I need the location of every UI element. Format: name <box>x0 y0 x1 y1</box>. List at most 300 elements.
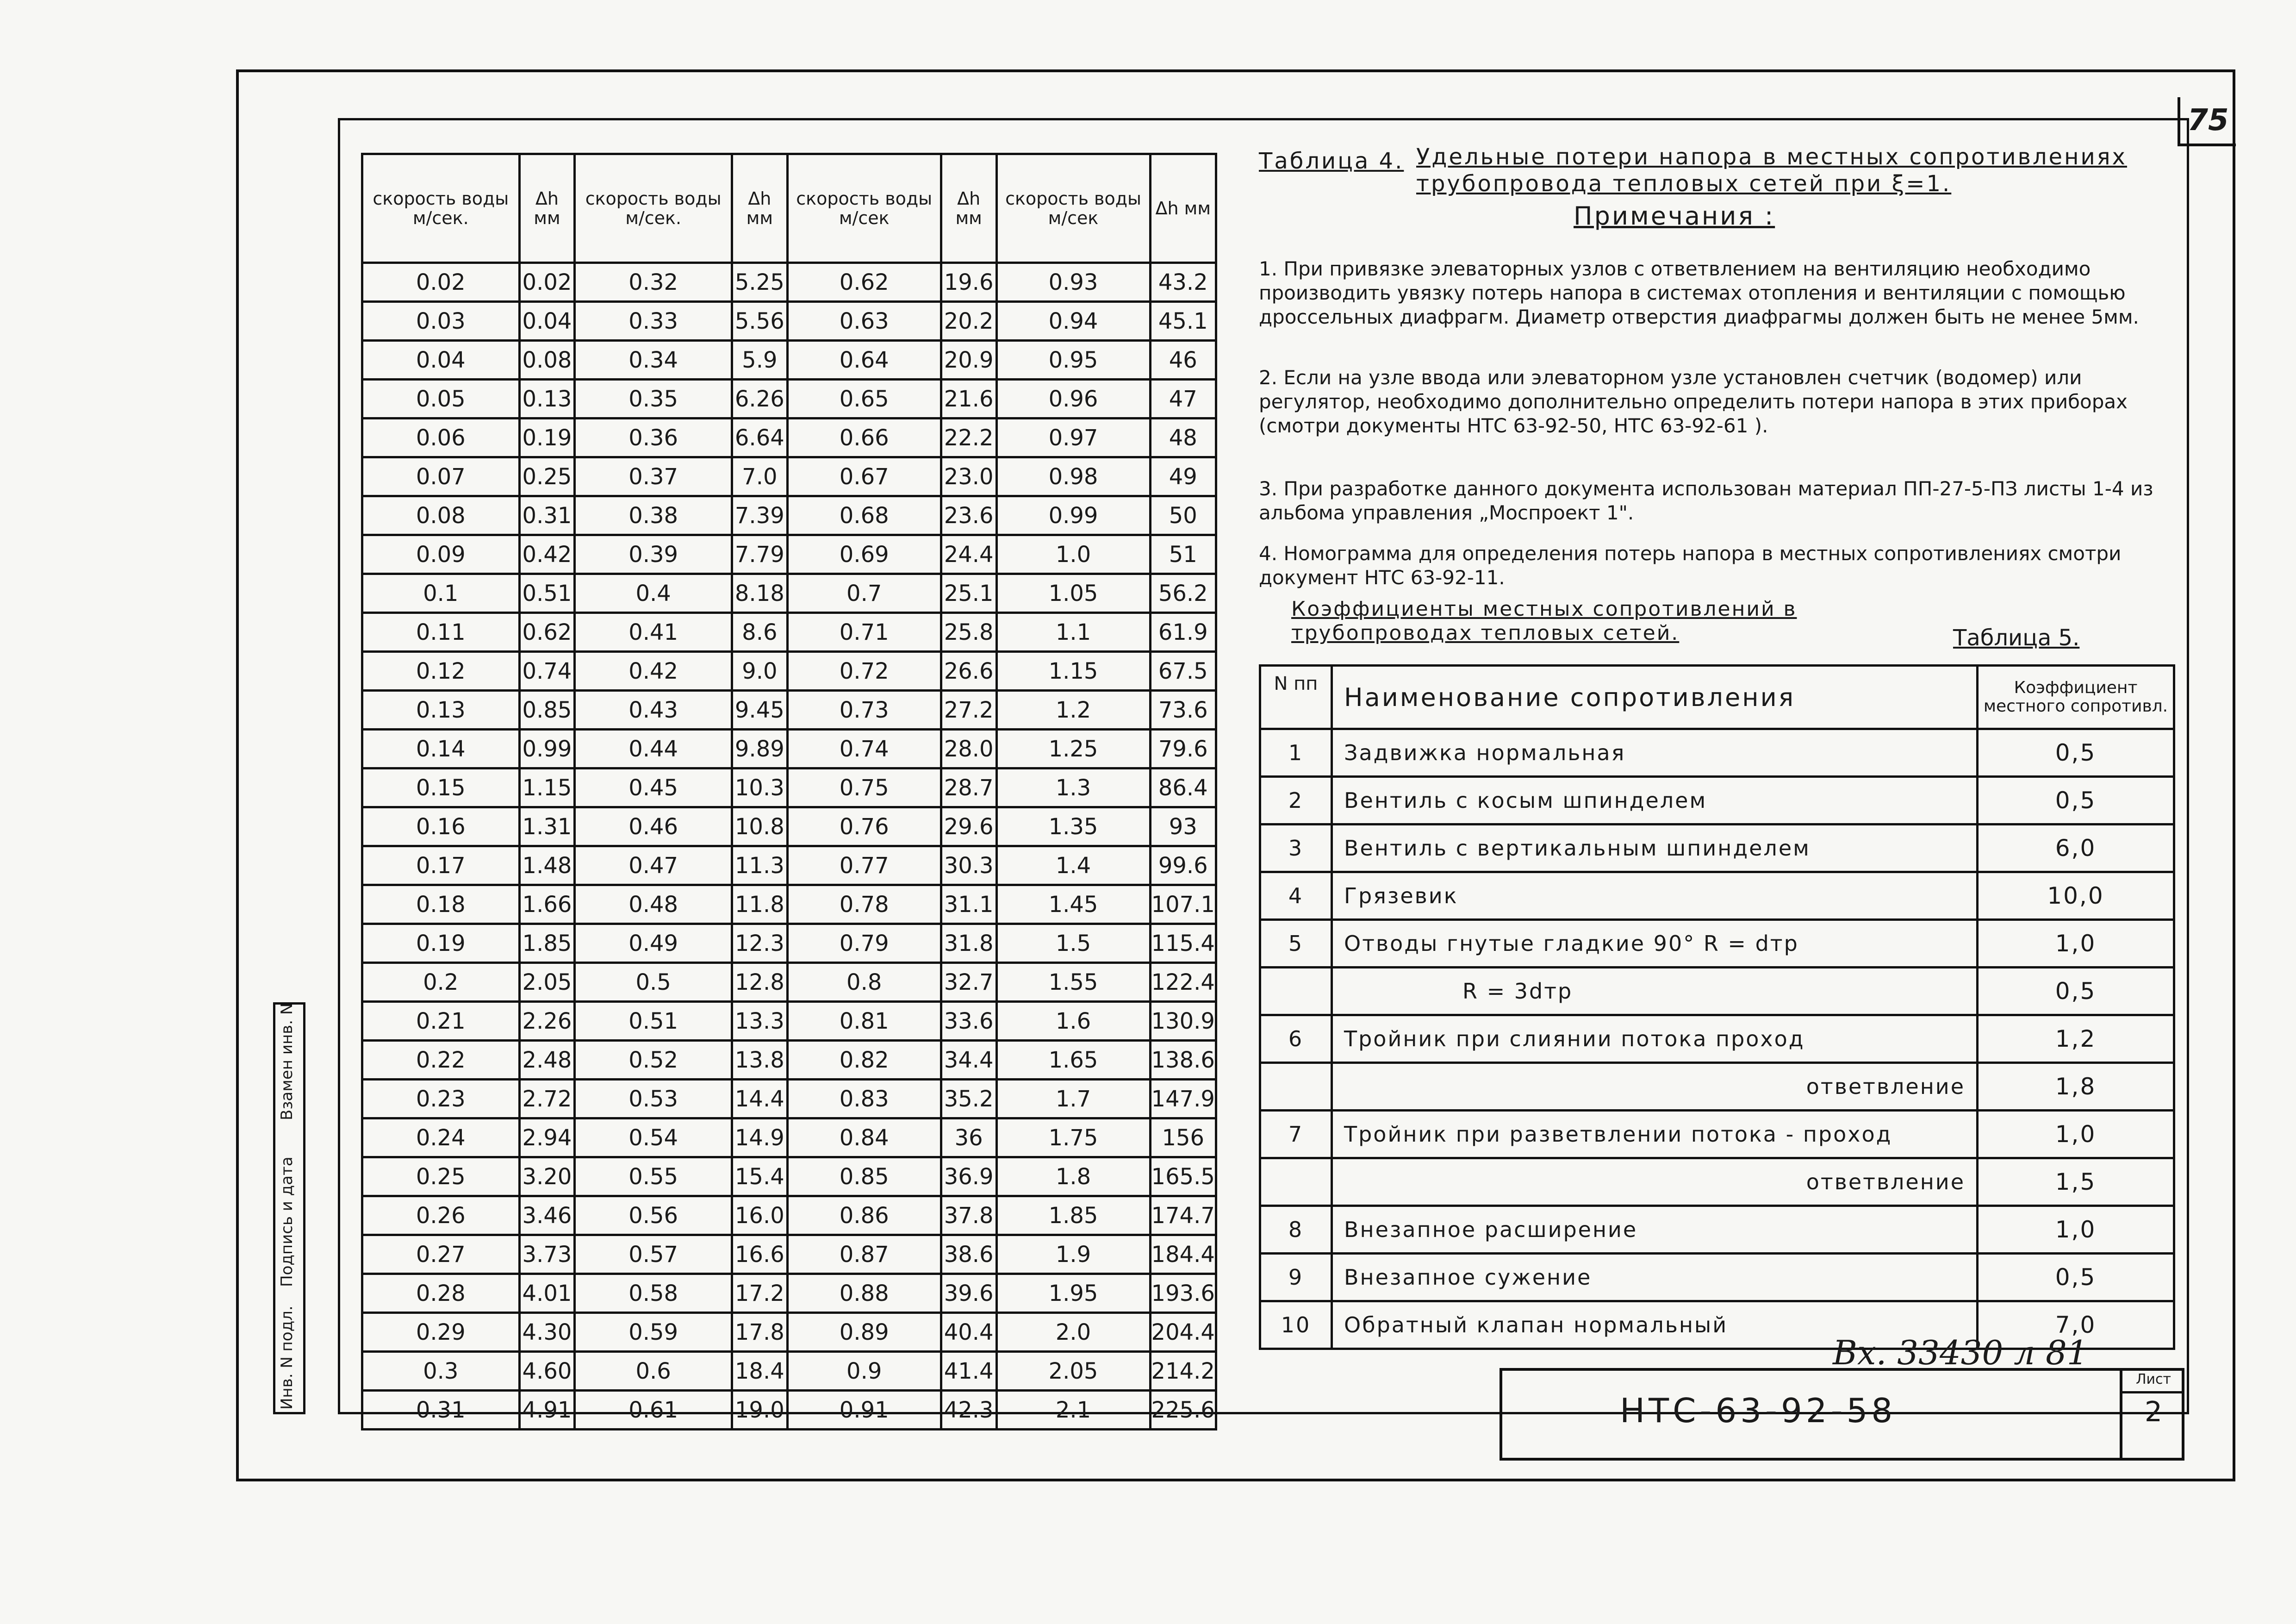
table4-cell: 43.2 <box>1150 263 1216 302</box>
table4-cell: 0.16 <box>362 807 520 846</box>
table4-cell: 0.47 <box>575 846 732 885</box>
table4-cell: 42.3 <box>941 1391 996 1430</box>
table4-cell: 0.56 <box>575 1196 732 1235</box>
table4-cell: 174.7 <box>1150 1196 1216 1235</box>
table4-cell: 17.2 <box>732 1274 787 1313</box>
table4-cell: 1.7 <box>996 1080 1150 1118</box>
table4-row <box>362 380 1216 418</box>
table4-cell: 0.19 <box>519 418 575 457</box>
table4-cell: 40.4 <box>941 1313 996 1352</box>
table4-cell: 0.42 <box>519 535 575 574</box>
table4-cell: 204.4 <box>1150 1313 1216 1352</box>
table4-cell: 7.79 <box>732 535 787 574</box>
table4-cell: 0.88 <box>787 1274 941 1313</box>
table4-cell: 0.34 <box>575 341 732 380</box>
table4-cell: 3.46 <box>519 1196 575 1235</box>
table4-cell: 29.6 <box>941 807 996 846</box>
sheet-label: Лист <box>2122 1368 2184 1393</box>
table4-cell: 0.58 <box>575 1274 732 1313</box>
table4-cell: 0.14 <box>362 730 520 768</box>
table4-cell: 0.31 <box>519 496 575 535</box>
table4-cell: 9.0 <box>732 652 787 691</box>
table5-name: Тройник при разветвлении потока - проход <box>1332 1111 1978 1158</box>
table4-row <box>362 1002 1216 1041</box>
table4-cell: 1.3 <box>996 768 1150 807</box>
table4-cell: 0.26 <box>362 1196 520 1235</box>
table4-cell: 0.38 <box>575 496 732 535</box>
table4-cell: 2.05 <box>996 1352 1150 1391</box>
table4-cell: 1.6 <box>996 1002 1150 1041</box>
table4-cell: 16.0 <box>732 1196 787 1235</box>
table4-cell: 0.72 <box>787 652 941 691</box>
table4-cell: 5.56 <box>732 302 787 341</box>
table4-cell: 0.74 <box>519 652 575 691</box>
table4-row <box>362 652 1216 691</box>
table4-cell: 0.48 <box>575 885 732 924</box>
table5-row <box>1260 1111 2174 1158</box>
table5-row <box>1260 968 2174 1015</box>
table5-name: Вентиль с вертикальным шпинделем <box>1332 824 1978 872</box>
table4-cell: 2.94 <box>519 1118 575 1157</box>
table4-cell: 33.6 <box>941 1002 996 1041</box>
table4-cell: 0.64 <box>787 341 941 380</box>
table4-cell: 0.36 <box>575 418 732 457</box>
table4-cell: 17.8 <box>732 1313 787 1352</box>
table4-cell: 0.81 <box>787 1002 941 1041</box>
table4-cell: 1.9 <box>996 1235 1150 1274</box>
note-4: 4. Номограмма для определения потерь напора в местных сопротивлениях смотри документ НТС 63-92-11. <box>1259 542 2122 589</box>
table4-cell: 2.1 <box>996 1391 1150 1430</box>
table5-name: Тройник при слиянии потока проход <box>1332 1015 1978 1063</box>
table5-row <box>1260 1206 2174 1254</box>
table4-cell: 0.43 <box>575 691 732 730</box>
table4-cell: 2.26 <box>519 1002 575 1041</box>
table4-cell: 0.02 <box>519 263 575 302</box>
table4-cell: 130.9 <box>1150 1002 1216 1041</box>
table4-cell: 3.73 <box>519 1235 575 1274</box>
table4-cell: 27.2 <box>941 691 996 730</box>
table4-cell: 0.75 <box>787 768 941 807</box>
table4-cell: 0.11 <box>362 613 520 652</box>
table4-cell: 37.8 <box>941 1196 996 1235</box>
table4-cell: 0.35 <box>575 380 732 418</box>
table4-cell: 0.15 <box>362 768 520 807</box>
table4-row <box>362 496 1216 535</box>
table4-cell: 0.4 <box>575 574 732 613</box>
table4-cell: 3.20 <box>519 1157 575 1196</box>
table4-cell: 22.2 <box>941 418 996 457</box>
table4-header: Δh мм <box>732 154 787 263</box>
table4-cell: 165.5 <box>1150 1157 1216 1196</box>
table4-cell: 34.4 <box>941 1041 996 1080</box>
table4-cell: 0.46 <box>575 807 732 846</box>
table4-cell: 107.1 <box>1150 885 1216 924</box>
table4-cell: 20.9 <box>941 341 996 380</box>
table4-cell: 0.13 <box>519 380 575 418</box>
table4-cell: 0.8 <box>787 963 941 1002</box>
table4-cell: 23.6 <box>941 496 996 535</box>
table5-num: 6 <box>1260 1015 1332 1063</box>
table4-cell: 73.6 <box>1150 691 1216 730</box>
table4-row <box>362 1196 1216 1235</box>
table4-cell: 2.0 <box>996 1313 1150 1352</box>
table4-cell: 86.4 <box>1150 768 1216 807</box>
table4-cell: 2.48 <box>519 1041 575 1080</box>
table4-row <box>362 302 1216 341</box>
table5-coef: 1,5 <box>1978 1158 2174 1206</box>
table4-cell: 0.02 <box>362 263 520 302</box>
table4-cell: 5.9 <box>732 341 787 380</box>
table4-cell: 51 <box>1150 535 1216 574</box>
table5-row <box>1260 1158 2174 1206</box>
table4-cell: 4.91 <box>519 1391 575 1430</box>
table4-cell: 0.52 <box>575 1041 732 1080</box>
table4-cell: 0.73 <box>787 691 941 730</box>
table4-cell: 4.01 <box>519 1274 575 1313</box>
table4-cell: 0.65 <box>787 380 941 418</box>
table4-cell: 0.84 <box>787 1118 941 1157</box>
table4-cell: 0.04 <box>362 341 520 380</box>
table4-cell: 0.79 <box>787 924 941 963</box>
table4-cell: 0.49 <box>575 924 732 963</box>
table4-cell: 0.94 <box>996 302 1150 341</box>
table4-header: скорость воды м/сек. <box>575 154 732 263</box>
table5-num: 3 <box>1260 824 1332 872</box>
table4-cell: 0.12 <box>362 652 520 691</box>
table4-cell: 0.44 <box>575 730 732 768</box>
table4-cell: 0.23 <box>362 1080 520 1118</box>
table5-coef: 1,8 <box>1978 1063 2174 1111</box>
table4-header: Δh мм <box>1150 154 1216 263</box>
table4-cell: 13.8 <box>732 1041 787 1080</box>
table4-cell: 0.83 <box>787 1080 941 1118</box>
sheet-cell <box>2120 1368 2184 1461</box>
table4-row <box>362 1274 1216 1313</box>
table4-cell: 0.19 <box>362 924 520 963</box>
table4-cell: 0.78 <box>787 885 941 924</box>
table4-cell: 138.6 <box>1150 1041 1216 1080</box>
table4-cell: 0.25 <box>519 457 575 496</box>
table4 <box>361 153 1217 1430</box>
table4-cell: 8.18 <box>732 574 787 613</box>
table4-cell: 1.0 <box>996 535 1150 574</box>
table4-cell: 0.62 <box>519 613 575 652</box>
table4-cell: 32.7 <box>941 963 996 1002</box>
table4-cell: 0.86 <box>787 1196 941 1235</box>
table4-cell: 23.0 <box>941 457 996 496</box>
table5-num: 10 <box>1260 1301 1332 1349</box>
table4-cell: 0.18 <box>362 885 520 924</box>
table4-row <box>362 1391 1216 1430</box>
table4-cell: 24.4 <box>941 535 996 574</box>
table4-cell: 1.75 <box>996 1118 1150 1157</box>
table5-name: R = 3dтр <box>1332 968 1978 1015</box>
table5-coef: 0,5 <box>1978 968 2174 1015</box>
table4-cell: 147.9 <box>1150 1080 1216 1118</box>
table4-cell: 0.97 <box>996 418 1150 457</box>
table4-cell: 11.8 <box>732 885 787 924</box>
table4-cell: 0.13 <box>362 691 520 730</box>
table4-cell: 15.4 <box>732 1157 787 1196</box>
table4-cell: 214.2 <box>1150 1352 1216 1391</box>
table5-name: Внезапное сужение <box>1332 1254 1978 1301</box>
table4-row <box>362 574 1216 613</box>
table4-cell: 225.6 <box>1150 1391 1216 1430</box>
table4-cell: 46 <box>1150 341 1216 380</box>
table4-cell: 0.17 <box>362 846 520 885</box>
table4-cell: 0.85 <box>519 691 575 730</box>
table4-header: Δh мм <box>941 154 996 263</box>
table4-cell: 36 <box>941 1118 996 1157</box>
table4-cell: 0.91 <box>787 1391 941 1430</box>
table5-num: 9 <box>1260 1254 1332 1301</box>
table5-name: Обратный клапан нормальный <box>1332 1301 1978 1349</box>
table5-num: 5 <box>1260 920 1332 968</box>
table4-cell: 18.4 <box>732 1352 787 1391</box>
table4-cell: 0.87 <box>787 1235 941 1274</box>
table4-cell: 0.89 <box>787 1313 941 1352</box>
notes-heading: Примечания : <box>1574 201 1775 231</box>
table4-row <box>362 263 1216 302</box>
table4-cell: 0.82 <box>787 1041 941 1080</box>
table4-cell: 122.4 <box>1150 963 1216 1002</box>
side-strip-replace: Взамен инв. N <box>278 1003 296 1120</box>
table4-row <box>362 768 1216 807</box>
table4-cell: 0.57 <box>575 1235 732 1274</box>
table5-row <box>1260 777 2174 824</box>
table4-cell: 0.55 <box>575 1157 732 1196</box>
table5-name: ответвление <box>1332 1158 1978 1206</box>
table5-num: 7 <box>1260 1111 1332 1158</box>
table4-cell: 93 <box>1150 807 1216 846</box>
table4-row <box>362 457 1216 496</box>
table4-cell: 12.3 <box>732 924 787 963</box>
table5-coef: 6,0 <box>1978 824 2174 872</box>
table4-cell: 0.53 <box>575 1080 732 1118</box>
table4-cell: 99.6 <box>1150 846 1216 885</box>
table4-cell: 14.9 <box>732 1118 787 1157</box>
table4-cell: 39.6 <box>941 1274 996 1313</box>
table4-cell: 0.61 <box>575 1391 732 1430</box>
table4-cell: 0.76 <box>787 807 941 846</box>
table5-num <box>1260 968 1332 1015</box>
table4-cell: 1.5 <box>996 924 1150 963</box>
table4-cell: 48 <box>1150 418 1216 457</box>
table4-cell: 26.6 <box>941 652 996 691</box>
table4-title: Удельные потери напора в местных сопротивлениях трубопровода тепловых сетей при ξ=1. <box>1416 144 2127 197</box>
table4-row <box>362 1080 1216 1118</box>
table4-cell: 47 <box>1150 380 1216 418</box>
table5-coef: 7,0 <box>1978 1301 2174 1349</box>
table4-cell: 0.39 <box>575 535 732 574</box>
table4-cell: 0.68 <box>787 496 941 535</box>
table5-coef: 0,5 <box>1978 777 2174 824</box>
table4-cell: 0.06 <box>362 418 520 457</box>
table4-cell: 20.2 <box>941 302 996 341</box>
table4-cell: 0.93 <box>996 263 1150 302</box>
table4-cell: 0.42 <box>575 652 732 691</box>
table5-coef: 1,2 <box>1978 1015 2174 1063</box>
table4-row <box>362 1352 1216 1391</box>
table5-num: 2 <box>1260 777 1332 824</box>
table4-cell: 0.54 <box>575 1118 732 1157</box>
table4-header: скорость воды м/сек. <box>362 154 520 263</box>
table4-cell: 8.6 <box>732 613 787 652</box>
table4-cell: 0.04 <box>519 302 575 341</box>
table4-row <box>362 341 1216 380</box>
table4-cell: 0.1 <box>362 574 520 613</box>
table5-num <box>1260 1158 1332 1206</box>
table4-cell: 25.1 <box>941 574 996 613</box>
table4-row <box>362 963 1216 1002</box>
table4-row <box>362 1157 1216 1196</box>
table4-cell: 4.60 <box>519 1352 575 1391</box>
table4-cell: 67.5 <box>1150 652 1216 691</box>
table4-cell: 31.8 <box>941 924 996 963</box>
table4-cell: 10.3 <box>732 768 787 807</box>
table5-coef: 0,5 <box>1978 729 2174 777</box>
table4-cell: 14.4 <box>732 1080 787 1118</box>
table4-row <box>362 846 1216 885</box>
table4-cell: 6.64 <box>732 418 787 457</box>
table4-cell: 0.6 <box>575 1352 732 1391</box>
table4-cell: 21.6 <box>941 380 996 418</box>
table4-cell: 1.4 <box>996 846 1150 885</box>
table4-cell: 0.31 <box>362 1391 520 1430</box>
table4-cell: 35.2 <box>941 1080 996 1118</box>
table4-cell: 7.39 <box>732 496 787 535</box>
sheet-number: 2 <box>2144 1396 2163 1428</box>
table4-cell: 1.45 <box>996 885 1150 924</box>
table4-cell: 31.1 <box>941 885 996 924</box>
table4-row <box>362 418 1216 457</box>
table4-cell: 1.1 <box>996 613 1150 652</box>
table5-num: 8 <box>1260 1206 1332 1254</box>
table4-cell: 6.26 <box>732 380 787 418</box>
table5-row <box>1260 1015 2174 1063</box>
table4-cell: 0.37 <box>575 457 732 496</box>
table4-cell: 1.31 <box>519 807 575 846</box>
side-strip-inv: Инв. N подл. <box>278 1305 296 1410</box>
table5-num <box>1260 1063 1332 1111</box>
table4-cell: 0.62 <box>787 263 941 302</box>
table4-cell: 0.67 <box>787 457 941 496</box>
table4-cell: 2.72 <box>519 1080 575 1118</box>
table4-cell: 0.7 <box>787 574 941 613</box>
table4-cell: 0.28 <box>362 1274 520 1313</box>
table4-cell: 61.9 <box>1150 613 1216 652</box>
table4-row <box>362 1313 1216 1352</box>
table4-cell: 0.69 <box>787 535 941 574</box>
table4-cell: 56.2 <box>1150 574 1216 613</box>
table4-row <box>362 924 1216 963</box>
table4-cell: 1.35 <box>996 807 1150 846</box>
table4-row <box>362 730 1216 768</box>
table4-cell: 12.8 <box>732 963 787 1002</box>
table4-cell: 0.08 <box>362 496 520 535</box>
table4-cell: 115.4 <box>1150 924 1216 963</box>
table5-header-coef: Коэффициент местного сопротивл. <box>1978 666 2174 729</box>
table4-cell: 193.6 <box>1150 1274 1216 1313</box>
table4-cell: 9.45 <box>732 691 787 730</box>
table4-cell: 0.66 <box>787 418 941 457</box>
table4-cell: 0.03 <box>362 302 520 341</box>
table5-header-num: N пп <box>1260 666 1332 729</box>
table5-coef: 0,5 <box>1978 1254 2174 1301</box>
table5-coef: 10,0 <box>1978 872 2174 920</box>
table4-cell: 5.25 <box>732 263 787 302</box>
table5-name: Грязевик <box>1332 872 1978 920</box>
table4-cell: 0.77 <box>787 846 941 885</box>
table4-cell: 0.2 <box>362 963 520 1002</box>
table4-cell: 1.05 <box>996 574 1150 613</box>
table4-cell: 0.51 <box>519 574 575 613</box>
table5-row <box>1260 729 2174 777</box>
table4-cell: 0.96 <box>996 380 1150 418</box>
table4-cell: 1.48 <box>519 846 575 885</box>
table4-cell: 10.8 <box>732 807 787 846</box>
table4-row <box>362 1118 1216 1157</box>
table4-cell: 49 <box>1150 457 1216 496</box>
table4-row <box>362 807 1216 846</box>
table4-cell: 36.9 <box>941 1157 996 1196</box>
table4-cell: 0.24 <box>362 1118 520 1157</box>
table4-cell: 19.6 <box>941 263 996 302</box>
table4-cell: 0.85 <box>787 1157 941 1196</box>
table4-cell: 0.45 <box>575 768 732 807</box>
table4-cell: 28.7 <box>941 768 996 807</box>
table4-cell: 0.5 <box>575 963 732 1002</box>
table5-row <box>1260 1063 2174 1111</box>
table5-heading: Коэффициенты местных сопротивлений в трубопроводах тепловых сетей. <box>1291 597 1797 645</box>
note-1: 1. При привязке элеваторных узлов с ответвлением на вентиляцию необходимо производить увязку потерь напора в системах отопления и вентиляции с помощью дроссельных диафрагм. Диаметр отверстия диафрагмы должен быть не менее 5мм. <box>1259 257 2139 328</box>
page-number: 75 <box>2178 97 2236 146</box>
table4-header: Δh мм <box>519 154 575 263</box>
table5-label: Таблица 5. <box>1953 625 2080 651</box>
table5-name: ответвление <box>1332 1063 1978 1111</box>
table4-cell: 0.98 <box>996 457 1150 496</box>
table4-cell: 1.8 <box>996 1157 1150 1196</box>
table4-cell: 0.59 <box>575 1313 732 1352</box>
table4-title-prefix: Таблица 4. <box>1259 148 1404 174</box>
table4-cell: 28.0 <box>941 730 996 768</box>
table4-cell: 41.4 <box>941 1352 996 1391</box>
table4-cell: 0.99 <box>996 496 1150 535</box>
table4-cell: 0.33 <box>575 302 732 341</box>
table5-row <box>1260 1254 2174 1301</box>
table5-name: Вентиль с косым шпинделем <box>1332 777 1978 824</box>
table5-row <box>1260 872 2174 920</box>
note-3: 3. При разработке данного документа использован материал ПП-27-5-ПЗ листы 1-4 из альбома управления „Моспроект 1". <box>1259 477 2153 524</box>
table5-coef: 1,0 <box>1978 920 2174 968</box>
table4-cell: 0.05 <box>362 380 520 418</box>
table5-name: Отводы гнутые гладкие 90° R = dтр <box>1332 920 1978 968</box>
table4-row <box>362 1235 1216 1274</box>
table4-cell: 0.21 <box>362 1002 520 1041</box>
table4-cell: 11.3 <box>732 846 787 885</box>
table4-cell: 16.6 <box>732 1235 787 1274</box>
table5 <box>1259 664 2175 1350</box>
table4-cell: 0.63 <box>787 302 941 341</box>
table4-cell: 1.85 <box>519 924 575 963</box>
table4-cell: 25.8 <box>941 613 996 652</box>
table4-cell: 0.9 <box>787 1352 941 1391</box>
table4-cell: 79.6 <box>1150 730 1216 768</box>
table4-cell: 1.25 <box>996 730 1150 768</box>
table5-header-name: Наименование сопротивления <box>1332 666 1978 729</box>
table4-cell: 45.1 <box>1150 302 1216 341</box>
table4-cell: 19.0 <box>732 1391 787 1430</box>
